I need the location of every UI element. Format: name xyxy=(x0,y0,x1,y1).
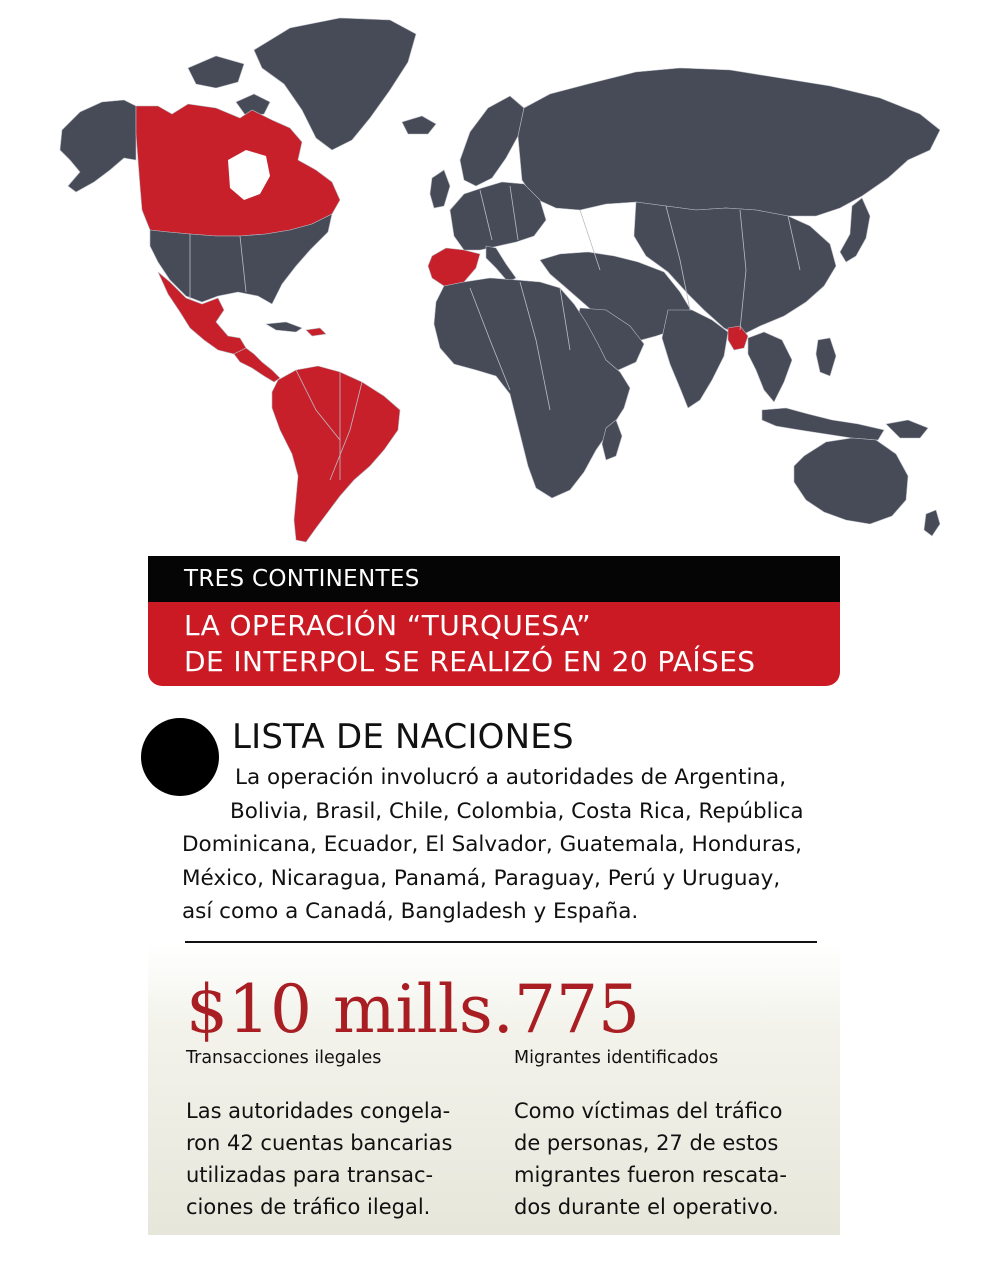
nations-line: La operación involucró a autoridades de Argentina, xyxy=(235,765,787,790)
headline-title-line-2: DE INTERPOL SE REALIZÓ EN 20 PAÍSES xyxy=(184,645,756,678)
headline-kicker: TRES CONTINENTES xyxy=(148,556,840,602)
stat-description xyxy=(186,1095,486,1223)
world-map xyxy=(40,10,960,550)
map-uk xyxy=(430,170,450,208)
stat-label: Transacciones ilegales xyxy=(186,1048,382,1068)
map-europe xyxy=(450,182,546,250)
map-italy xyxy=(486,246,516,282)
map-se-asia xyxy=(748,332,792,402)
stat-description-line: Como víctimas del tráfico xyxy=(514,1099,783,1123)
map-indonesia xyxy=(762,408,884,440)
world-map-svg xyxy=(40,10,960,550)
stat-transactions xyxy=(186,971,514,1223)
nations-line: Dominicana, Ecuador, El Salvador, Guatemala, Honduras, xyxy=(182,832,802,857)
stat-description-line: ron 42 cuentas bancarias xyxy=(186,1131,453,1155)
nations-line: así como a Canadá, Bangladesh y España. xyxy=(182,899,639,924)
stat-description-line: Las autoridades congela- xyxy=(186,1099,451,1123)
map-spain xyxy=(428,248,480,286)
map-australia xyxy=(794,438,908,524)
nations-line: México, Nicaragua, Panamá, Paraguay, Perú y Uruguay, xyxy=(182,865,781,891)
nations-line: Bolivia, Brasil, Chile, Colombia, Costa Rica, República xyxy=(230,798,804,824)
map-alaska xyxy=(60,100,136,192)
map-new-zealand xyxy=(924,510,940,536)
stat-description-line: ciones de tráfico ilegal. xyxy=(186,1195,431,1219)
map-philippines xyxy=(816,338,836,376)
map-south-america xyxy=(272,366,400,542)
stat-description-line: utilizadas para transac- xyxy=(186,1163,434,1187)
headline-title-line-1: LA OPERACIÓN “TURQUESA” xyxy=(184,609,592,642)
nations-section xyxy=(140,712,840,932)
map-iceland xyxy=(402,116,436,134)
stat-label: Migrantes identificados xyxy=(514,1048,719,1068)
map-eurasia xyxy=(402,68,940,440)
map-central-america xyxy=(234,348,280,382)
stat-description-line: de personas, 27 de estos xyxy=(514,1131,779,1155)
stat-description-line: migrantes fueron rescata- xyxy=(514,1163,787,1187)
map-scandinavia xyxy=(460,96,524,186)
stats-panel xyxy=(148,943,840,1235)
stat-migrants xyxy=(514,973,814,1223)
stat-description xyxy=(514,1095,814,1223)
map-hispaniola xyxy=(306,328,326,336)
stat-value: 775 xyxy=(514,971,640,1048)
map-russia xyxy=(518,68,940,216)
nations-heading: LISTA DE NACIONES xyxy=(232,717,574,757)
map-cuba xyxy=(266,322,302,332)
map-new-guinea xyxy=(886,420,928,438)
headline-banner xyxy=(148,556,840,686)
headline-title xyxy=(148,602,840,686)
map-japan xyxy=(840,198,870,262)
stat-description-line: dos durante el operativo. xyxy=(514,1195,779,1219)
nations-text xyxy=(140,761,840,929)
map-north-america xyxy=(60,18,416,382)
stat-value: $10 mills. xyxy=(186,971,514,1048)
map-india xyxy=(662,310,728,408)
